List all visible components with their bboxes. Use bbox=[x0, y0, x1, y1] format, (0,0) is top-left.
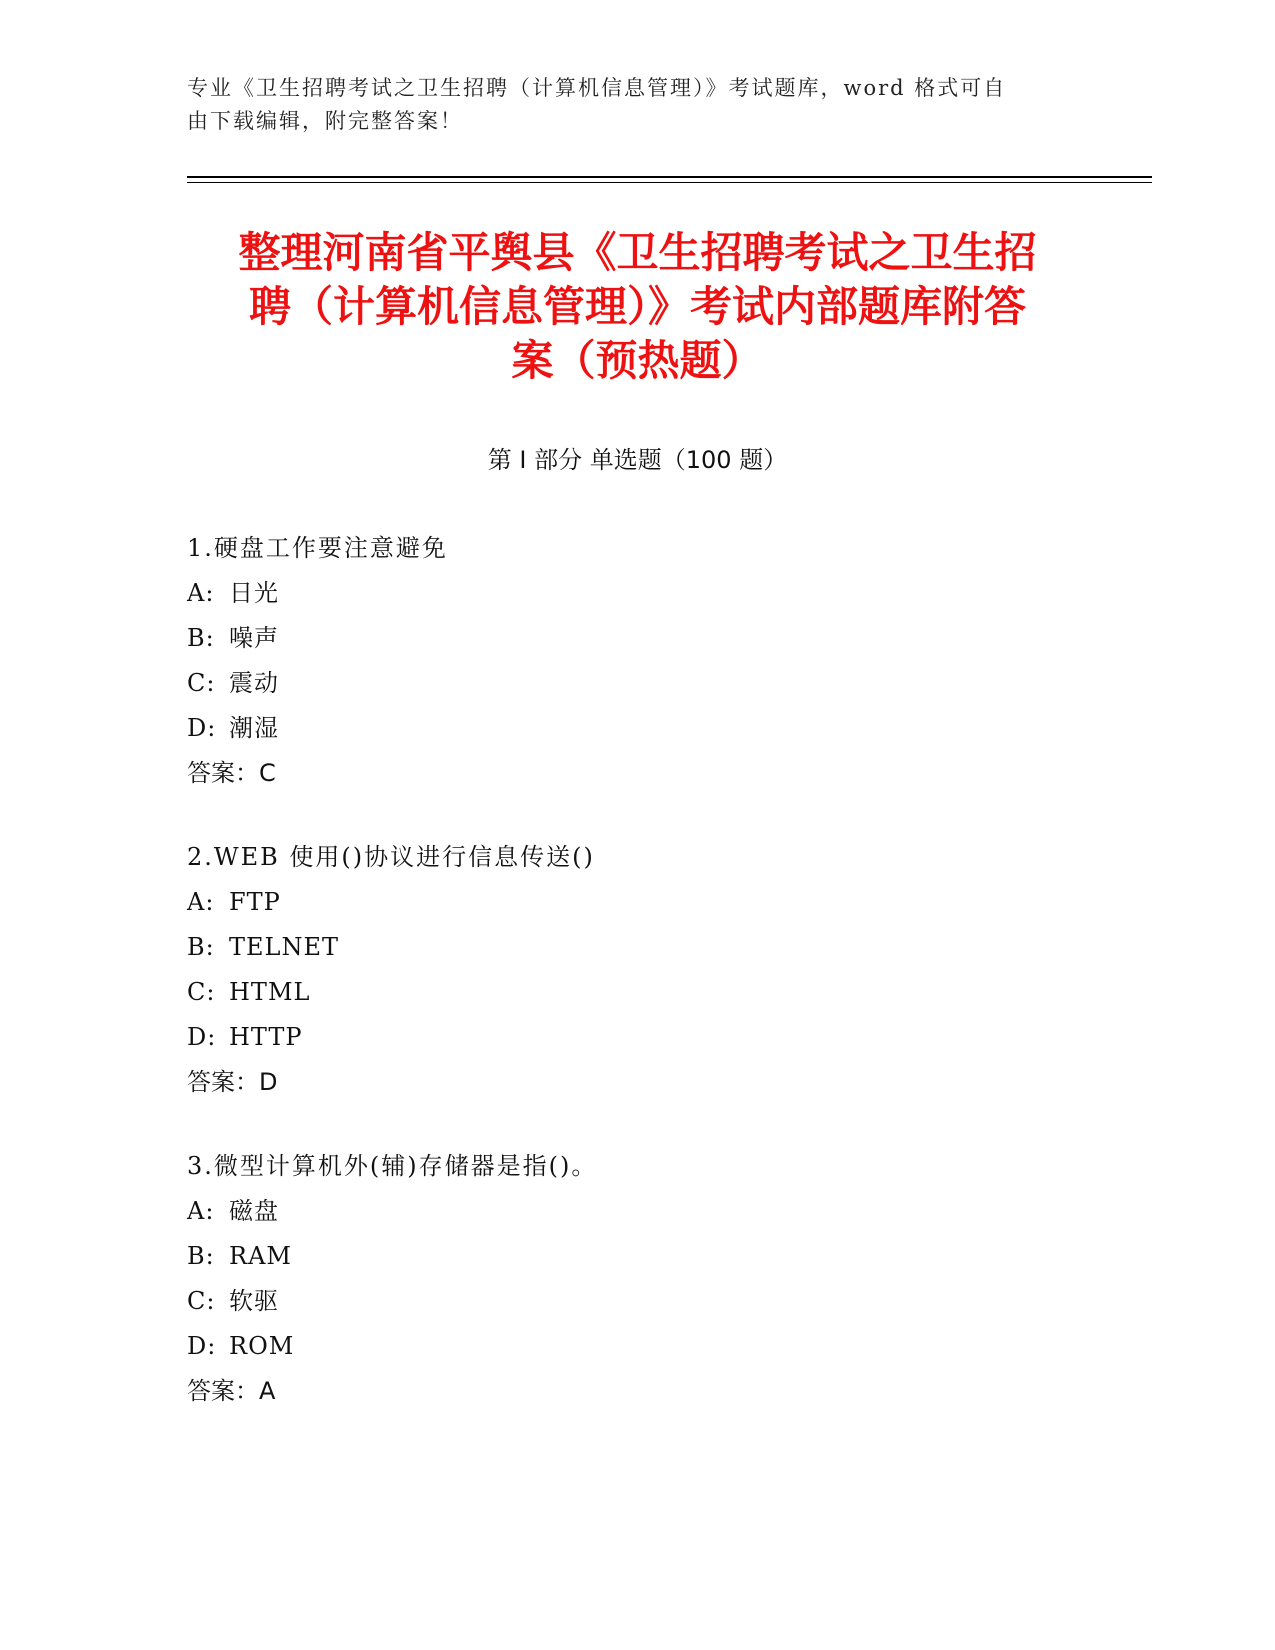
option-a bbox=[187, 880, 1087, 925]
option-d bbox=[187, 706, 1087, 751]
option-a bbox=[187, 571, 1087, 616]
section-title: 第 I 部分 单选题（100 题） bbox=[487, 446, 788, 474]
option-key: B: bbox=[187, 933, 215, 961]
document-title-line-2: 聘（计算机信息管理）》考试内部题库附答 bbox=[248, 282, 1026, 331]
option-text: ROM bbox=[229, 1332, 295, 1360]
header-divider-thin bbox=[187, 182, 1152, 183]
answer-text: 答案：A bbox=[187, 1377, 276, 1405]
option-key: D: bbox=[187, 1332, 217, 1360]
question-text: 3.微型计算机外(辅)存储器是指()。 bbox=[187, 1152, 598, 1180]
header-note-line-1: 专业《卫生招聘考试之卫生招聘（计算机信息管理）》考试题库，word 格式可自 bbox=[187, 76, 1007, 100]
option-c bbox=[187, 970, 1087, 1015]
question-list bbox=[187, 526, 1087, 1453]
option-key: A: bbox=[187, 579, 215, 607]
option-text: 震动 bbox=[229, 669, 279, 697]
header-note-line-2: 由下载编辑，附完整答案！ bbox=[187, 109, 463, 133]
option-key: B: bbox=[187, 1242, 215, 1270]
question-item bbox=[187, 835, 1087, 1105]
option-text: FTP bbox=[229, 888, 281, 916]
option-text: 软驱 bbox=[229, 1287, 279, 1315]
option-key: A: bbox=[187, 888, 215, 916]
question-item bbox=[187, 1144, 1087, 1414]
option-key: B: bbox=[187, 624, 215, 652]
question-text: 2.WEB 使用()协议进行信息传送() bbox=[187, 843, 595, 871]
document-title bbox=[180, 226, 1095, 388]
option-text: RAM bbox=[229, 1242, 292, 1270]
header-note bbox=[187, 72, 1087, 138]
question-item bbox=[187, 526, 1087, 796]
option-text: HTML bbox=[229, 978, 311, 1006]
option-b bbox=[187, 925, 1087, 970]
option-key: C: bbox=[187, 978, 216, 1006]
option-key: C: bbox=[187, 1287, 216, 1315]
option-text: 噪声 bbox=[229, 624, 279, 652]
option-text: TELNET bbox=[229, 933, 339, 961]
option-key: D: bbox=[187, 1023, 217, 1051]
document-title-line-1: 整理河南省平舆县《卫生招聘考试之卫生招 bbox=[238, 228, 1037, 277]
header-divider-thick bbox=[187, 176, 1152, 178]
option-text: 日光 bbox=[229, 579, 279, 607]
option-a bbox=[187, 1189, 1087, 1234]
option-b bbox=[187, 616, 1087, 661]
option-d bbox=[187, 1324, 1087, 1369]
document-title-line-3: 案（预热题） bbox=[511, 336, 764, 385]
answer-text: 答案：D bbox=[187, 1068, 278, 1096]
option-key: C: bbox=[187, 669, 216, 697]
option-text: 磁盘 bbox=[229, 1197, 279, 1225]
option-d bbox=[187, 1015, 1087, 1060]
option-b bbox=[187, 1234, 1087, 1279]
option-c bbox=[187, 1279, 1087, 1324]
option-key: A: bbox=[187, 1197, 215, 1225]
option-key: D: bbox=[187, 714, 217, 742]
question-text: 1.硬盘工作要注意避免 bbox=[187, 534, 448, 562]
option-c bbox=[187, 661, 1087, 706]
answer-text: 答案：C bbox=[187, 759, 276, 787]
option-text: HTTP bbox=[229, 1023, 303, 1051]
option-text: 潮湿 bbox=[229, 714, 279, 742]
